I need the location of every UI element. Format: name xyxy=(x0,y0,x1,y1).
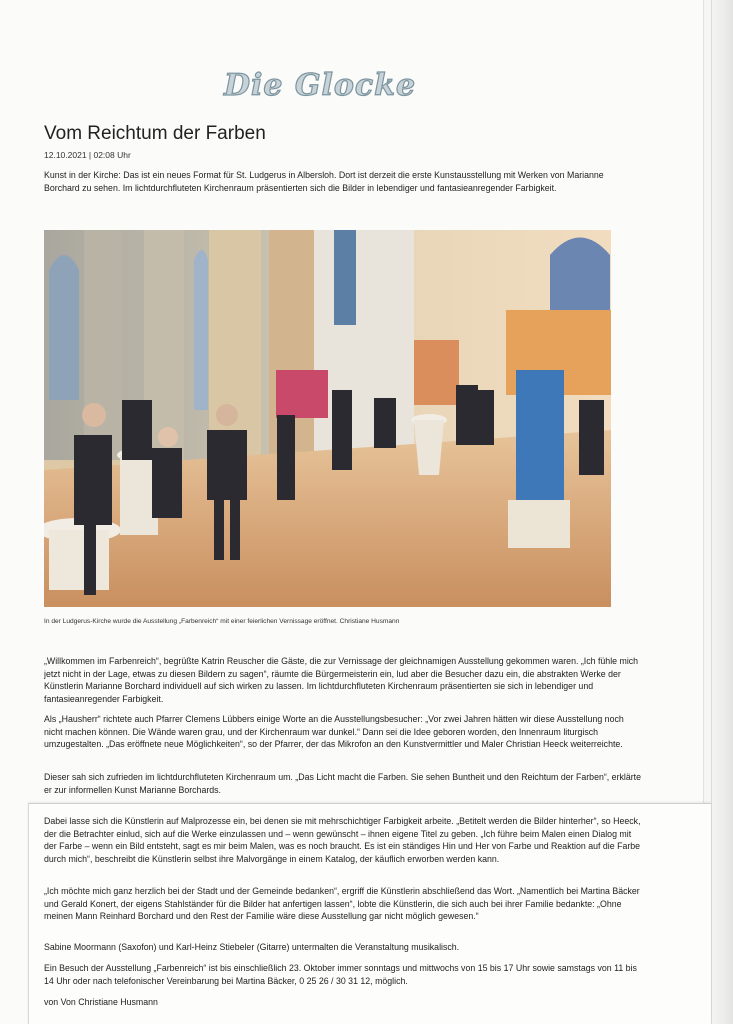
author-line: von Von Christiane Husmann xyxy=(44,997,158,1007)
article-headline: Vom Reichtum der Farben xyxy=(44,123,266,144)
article-photo xyxy=(44,230,611,607)
article-date: 12.10.2021 | 02:08 Uhr xyxy=(44,150,131,160)
newspaper-logo: Die Glocke xyxy=(223,68,417,103)
photo-caption: In der Ludgerus-Kirche wurde die Ausstellung „Farbenreich“ mit einer feierlichen Vernissage eröffnet. Christiane Husmann xyxy=(44,618,400,625)
paragraph-2: Als „Hausherr“ richtete auch Pfarrer Clemens Lübbers einige Worte an die Ausstellungsbesucher: „Vor zwei Jahren hätten wir diese Ausstellung noch nicht machen können. Die Wände waren grau, und der Kirchenraum war dunkel.“ Dann sei die Idee geboren worden, den Innenraum liturgisch umzugestalten. „Das eröffnete neue Möglichkeiten“, so der Pfarrer, der das Mikrofon an den Kunstvermittler und Maler Christian Heeck weiterreichte. xyxy=(44,714,624,750)
paper-edge xyxy=(711,0,733,1024)
paragraph-4: Dabei lasse sich die Künstlerin auf Malprozesse ein, bei denen sie mit mehrschichtiger Farbigkeit arbeite. „Betitelt werden die Bilder hinterher“, so Heeck, der die Betrachter einlud, sich auf die Werke einzulassen und – wenn gewünscht – ihnen eigene Titel zu geben. „Ich führe beim Malen einen Dialog mit der Farbe – wenn ein Bild entsteht, sagt es mir beim Malen, was es noch braucht. Es ist ein ständiges Hin und Her von Farbe und Reaktion auf die Farbe durch mich“, beschreibt die Künstlerin selbst ihre Malvorgänge in einem Katalog, der käuflich erworben werden kann. xyxy=(44,816,641,864)
church-exhibition-image xyxy=(44,230,611,607)
article-lead: Kunst in der Kirche: Das ist ein neues Format für St. Ludgerus in Albersloh. Dort ist derzeit die erste Kunstausstellung mit Werken von Marianne Borchard zu sehen. Im lichtdurchfluteten Kirchenraum präsentierten sich die Bilder in lebendiger und fantasieanregender Farbigkeit. xyxy=(44,170,604,193)
paragraph-6: Sabine Moormann (Saxofon) und Karl-Heinz Stiebeler (Gitarre) untermalten die Veranstaltung musikalisch. xyxy=(44,942,460,952)
paragraph-7: Ein Besuch der Ausstellung „Farbenreich“ ist bis einschließlich 23. Oktober immer sonntags und mittwochs von 15 bis 17 Uhr sowie samstags von 11 bis 14 Uhr oder nach telefonischer Vereinbarung bei Martina Bäcker, 0 25 26 / 30 31 12, möglich. xyxy=(44,963,637,986)
paragraph-3: Dieser sah sich zufrieden im lichtdurchfluteten Kirchenraum um. „Das Licht macht die Farben. Sie sehen Buntheit und den Reichtum der Farben“, erklärte er zur informellen Kunst Marianne Borchards. xyxy=(44,772,642,795)
paragraph-5: „Ich möchte mich ganz herzlich bei der Stadt und der Gemeinde bedanken“, ergriff die Künstlerin abschließend das Wort. „Namentlich bei Martina Bäcker und Gerald Konert, der eigens Stahlständer für die Bilder hat anfertigen lassen“, lobte die Künstlerin, die sich auch bei ihrer Familie bedankte: „Ohne meinen Mann Reinhard Borchard und den Rest der Familie wäre diese Ausstellung gar nicht möglich gewesen.“ xyxy=(44,886,640,922)
paragraph-1: „Willkommen im Farbenreich“, begrüßte Katrin Reuscher die Gäste, die zur Vernissage der gleichnamigen Ausstellung gekommen waren. „Ich fühle mich jetzt nicht in der Lage, etwas zu diesen Bildern zu sagen“, räumte die Bürgermeisterin ein, lud aber die Besucher dazu ein, die abstrakten Werke der Künstlerin Marianne Borchard individuell auf sich wirken zu lassen. Im lichtdurchfluteten Kirchenraum präsentierten sie sich in lebendiger und fantasieanregender Farbigkeit. xyxy=(44,656,639,704)
